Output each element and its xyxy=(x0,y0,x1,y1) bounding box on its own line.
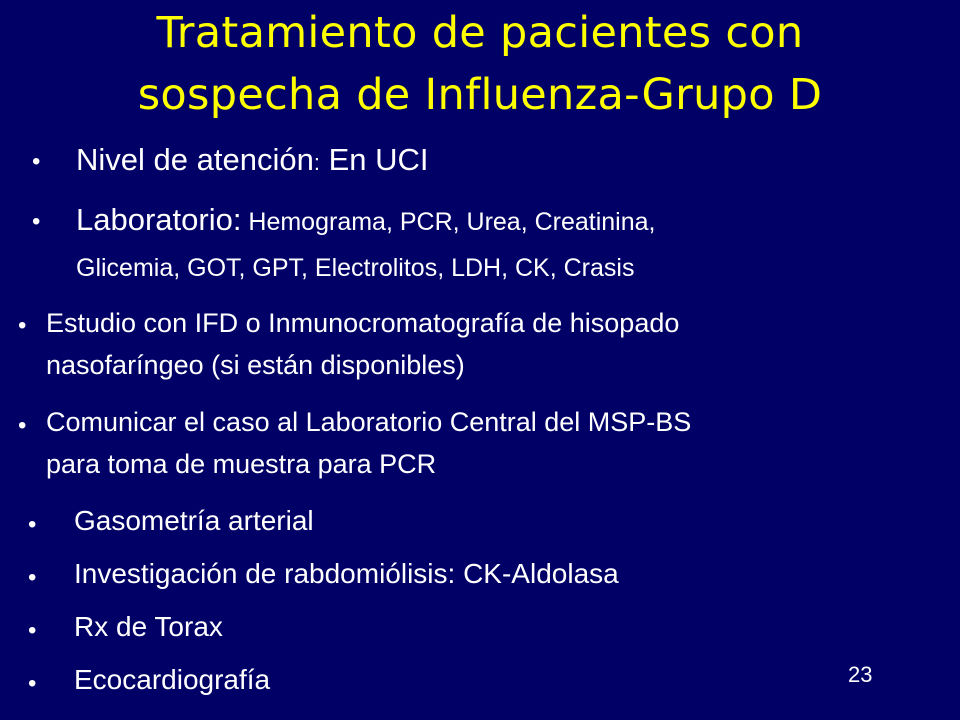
laboratory-tests-line-2: Glicemia, GOT, GPT, Electrolitos, LDH, CK, Crasis xyxy=(76,254,635,282)
ifd-study-line-2: nasofaríngeo (si están disponibles) xyxy=(46,350,465,380)
bullet-icon: • xyxy=(32,208,41,235)
ifd-study-line-1: Estudio con IFD o Inmunocromatografía de hisopado xyxy=(46,308,680,338)
slide-title-line-1: Tratamiento de pacientes con xyxy=(156,8,804,58)
bullet-icon: • xyxy=(28,670,37,697)
rhabdomyolysis-item: Investigación de rabdomiólisis: CK-Aldolasa xyxy=(74,558,619,589)
chest-xray-item: Rx de Torax xyxy=(74,611,223,642)
bullet-item-laboratory xyxy=(76,202,656,240)
care-level-label: Nivel de atención xyxy=(76,142,314,177)
report-case-line-2: para toma de muestra para PCR xyxy=(46,449,437,479)
bullet-item-care-level xyxy=(76,142,428,178)
bullet-icon: • xyxy=(28,564,37,591)
bullet-icon: • xyxy=(18,312,27,339)
blood-gas-item: Gasometría arterial xyxy=(74,505,314,536)
bullet-icon: • xyxy=(18,412,27,439)
care-level-colon: : xyxy=(313,150,320,175)
laboratory-label: Laboratorio: xyxy=(76,202,242,237)
echocardiography-item: Ecocardiografía xyxy=(74,664,271,695)
slide-title-line-2: sospecha de Influenza-Grupo D xyxy=(137,70,823,120)
page-number: 23 xyxy=(848,662,873,687)
laboratory-tests-line-1: Hemograma, PCR, Urea, Creatinina, xyxy=(241,208,656,236)
bullet-icon: • xyxy=(28,617,37,644)
report-case-line-1: Comunicar el caso al Laboratorio Central del MSP-BS xyxy=(46,407,692,437)
bullet-icon: • xyxy=(28,511,37,538)
bullet-icon: • xyxy=(32,148,41,175)
care-level-value: En UCI xyxy=(319,142,429,177)
